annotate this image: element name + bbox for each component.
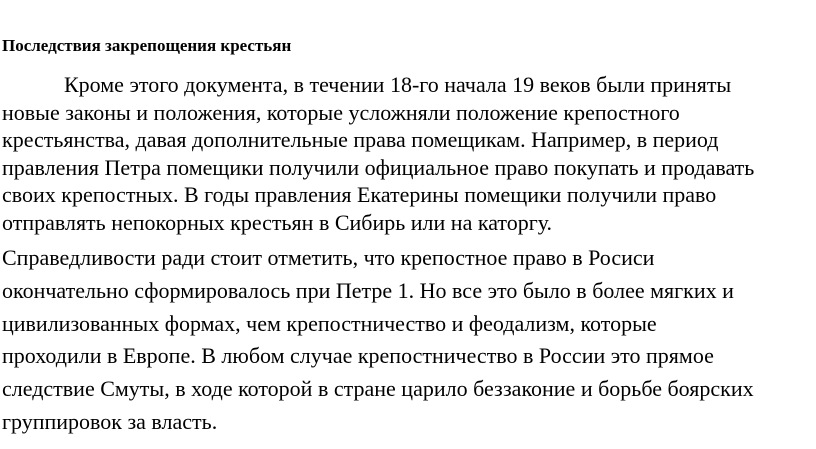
paragraph-1-line: отправлять непокорных крестьян в Сибирь или на каторгу. [2, 209, 553, 235]
paragraph-2-line: Справедливости ради стоит отметить, что крепостное право в Росиси [2, 245, 655, 270]
paragraph-1-line: крестьянства, давая дополнительные права помещикам. Например, в период [2, 127, 719, 153]
paragraph-1-line: Кроме этого документа, в течении 18-го начала 19 веков были приняты [64, 72, 732, 97]
paragraph-2-line: следствие Смуты, в ходе которой в стране царило беззаконие и борьбе боярских [2, 376, 754, 402]
paragraph-2-line: цивилизованных формах, чем крепостничество и феодализм, которые [2, 310, 657, 336]
paragraph-1-line: своих крепостных. В годы правления Екатерины помещики получили право [2, 182, 717, 208]
paragraph-1-line: новые законы и положения, которые усложняли положение крепостного [2, 99, 680, 125]
paragraph-2-line: окончательно сформировалось при Петре 1. Но все это было в более мягких и [2, 277, 734, 303]
paragraph-1 [2, 71, 754, 237]
document-heading: Последствия закрепощения крестьян [2, 36, 292, 55]
paragraph-2-line: проходили в Европе. В любом случае крепостничество в России это прямое [2, 343, 714, 369]
paragraph-2 [2, 242, 754, 439]
paragraph-2-line: группировок за власть. [2, 408, 218, 434]
paragraph-1-line: правления Петра помещики получили официальное право покупать и продавать [2, 154, 755, 180]
